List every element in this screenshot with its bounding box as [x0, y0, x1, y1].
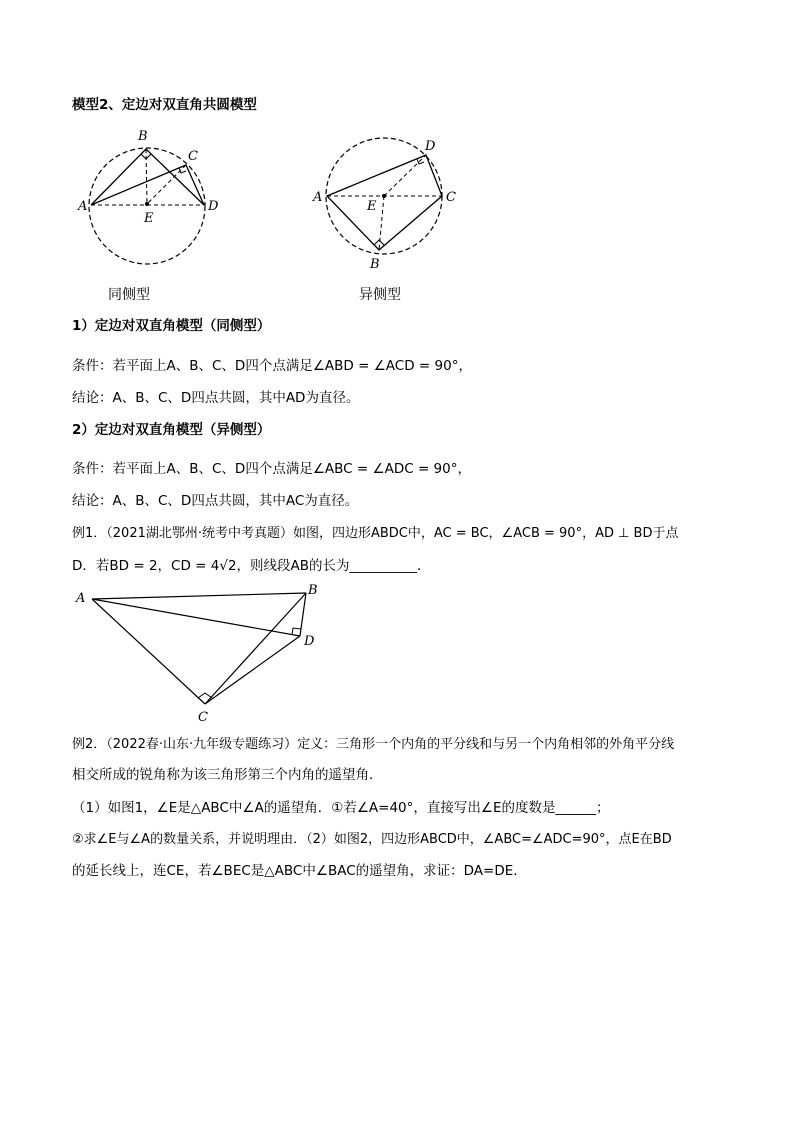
- example2-line3: （1）如图1，∠E是△ABC中∠A的遥望角．①若∠A=40°，直接写出∠E的度数是______；: [72, 800, 610, 816]
- example1-diagram: [70, 580, 330, 728]
- part1-conclusion: 结论：A、B、C、D四点共圆，其中AD为直径。: [72, 390, 360, 406]
- center-point: [382, 194, 386, 198]
- label-c: C: [198, 710, 208, 725]
- right-angle-c: [198, 693, 212, 698]
- example2-line2: 相交所成的锐角称为该三角形第三个内角的遥望角．: [72, 767, 383, 783]
- triangle-acd: [91, 165, 204, 205]
- quadrilateral-adcb: [327, 155, 442, 250]
- section-title: 模型2、定边对双直角共圆模型: [72, 97, 257, 113]
- example2-line4: ②求∠E与∠A的数量关系，并说明理由．（2）如图2，四边形ABCD中，∠ABC=∠ADC=90°，点E在BD: [72, 832, 672, 847]
- label-b: B: [370, 257, 380, 272]
- label-a: A: [76, 591, 86, 606]
- opposite-side-label: 异侧型: [359, 287, 401, 303]
- label-b: B: [308, 583, 318, 598]
- part2-heading: 2）定边对双直角模型（异侧型）: [72, 422, 271, 438]
- label-a: A: [78, 199, 88, 214]
- label-e: E: [367, 199, 377, 214]
- label-c: C: [188, 149, 198, 164]
- part1-condition: 条件：若平面上A、B、C、D四个点满足∠ABD = ∠ACD = 90°，: [72, 358, 472, 374]
- example1-line2: D．若BD = 2，CD = 4√2，则线段AB的长为__________．: [72, 558, 431, 574]
- segment-ab: [92, 593, 306, 599]
- example2-line5: 的延长线上，连CE，若∠BEC是△ABC中∠BAC的遥望角，求证：DA=DE．: [72, 863, 527, 879]
- label-e: E: [144, 211, 154, 226]
- segment-ed: [384, 155, 426, 196]
- segment-bc: [205, 593, 306, 704]
- same-side-diagram: [70, 122, 230, 272]
- label-b: B: [138, 129, 148, 144]
- example2-line1: 例2．（2022春·山东·九年级专题练习）定义：三角形一个内角的平分线和与另一个内角相邻的外角平分线: [72, 737, 675, 752]
- label-d: D: [208, 199, 219, 214]
- part2-conclusion: 结论：A、B、C、D四点共圆，其中AC为直径。: [72, 493, 359, 509]
- same-side-label: 同侧型: [108, 287, 150, 303]
- part1-heading: 1）定边对双直角模型（同侧型）: [72, 318, 271, 334]
- right-angle-b: [374, 240, 384, 245]
- segment-be: [146, 149, 147, 204]
- label-a: A: [313, 190, 323, 205]
- segment-ac: [92, 599, 205, 704]
- label-c: C: [446, 190, 456, 205]
- segment-cd: [205, 636, 300, 704]
- example1-line1: 例1．（2021湖北鄂州·统考中考真题）如图，四边形ABDC中，AC = BC，∠ACB = 90°，AD ⊥ BD于点: [72, 526, 679, 541]
- segment-ad: [92, 599, 300, 636]
- label-d: D: [425, 139, 436, 154]
- right-angle-c: [179, 168, 186, 173]
- center-point: [145, 202, 149, 206]
- right-angle-d: [292, 628, 301, 635]
- part2-condition: 条件：若平面上A、B、C、D四个点满足∠ABC = ∠ADC = 90°，: [72, 461, 471, 477]
- opposite-side-diagram: [310, 132, 470, 274]
- label-d: D: [304, 634, 315, 649]
